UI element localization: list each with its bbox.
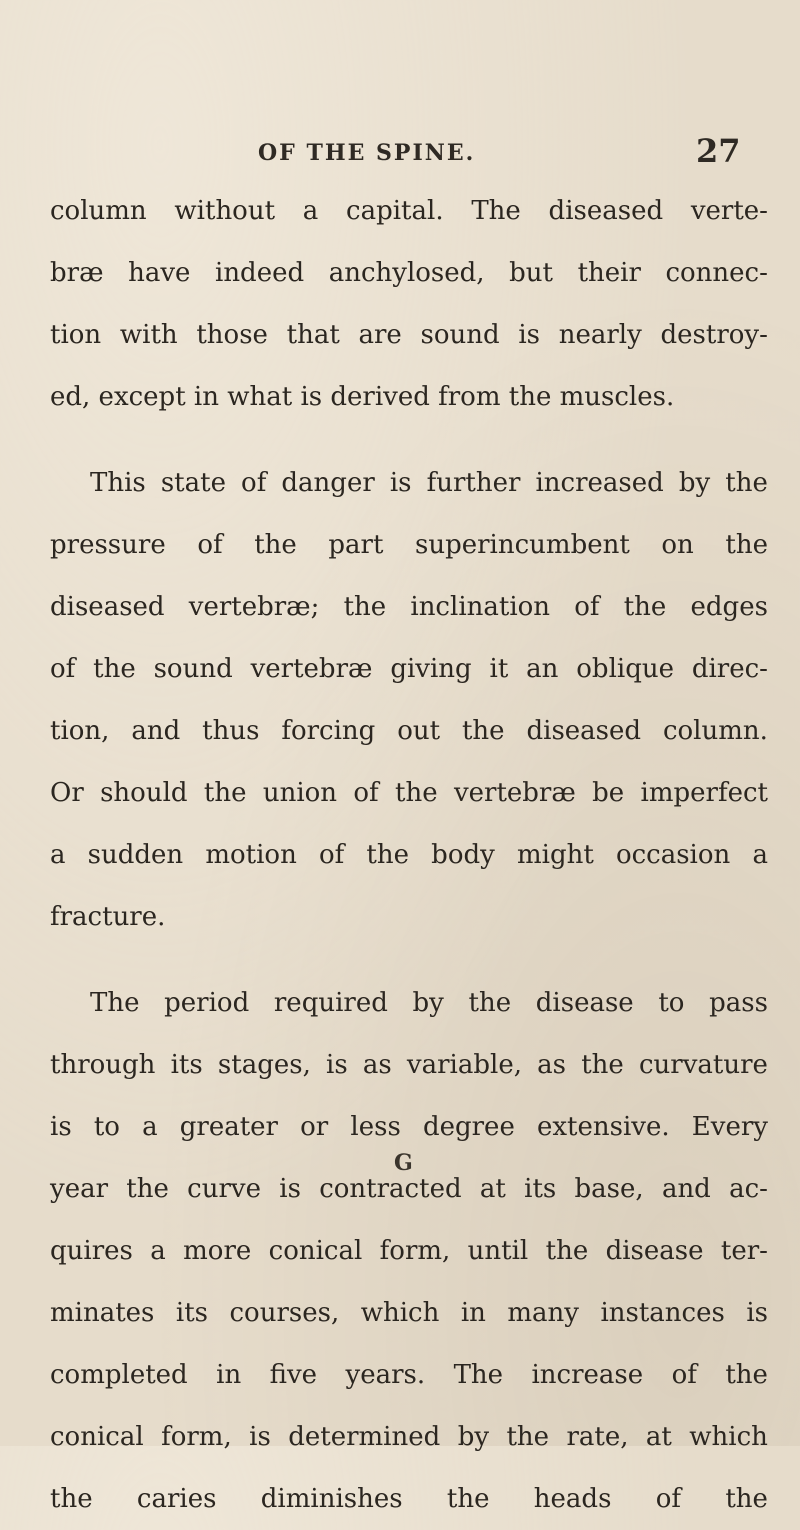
word: and <box>131 716 181 746</box>
word: of <box>353 778 379 808</box>
word: curve <box>187 1174 261 1204</box>
word: completed <box>50 1360 188 1390</box>
word: stages, <box>217 1050 311 1080</box>
word: on <box>661 530 694 560</box>
word: instances <box>600 1298 725 1328</box>
word: as <box>362 1050 392 1080</box>
word: occasion <box>615 840 731 870</box>
word: out <box>397 716 441 746</box>
text-line <box>50 824 768 886</box>
word: the <box>623 592 667 622</box>
word: tion <box>50 320 102 350</box>
word: with <box>119 320 178 350</box>
word: the <box>725 1360 768 1390</box>
word: vertebræ; <box>188 592 320 622</box>
word: heads <box>533 1484 612 1514</box>
word: sound <box>153 654 233 684</box>
text-line <box>50 242 768 304</box>
word: but <box>509 258 553 288</box>
running-title: OF THE SPINE. <box>258 140 476 166</box>
word: minates <box>50 1298 155 1328</box>
word: it <box>489 654 509 684</box>
word: danger <box>281 468 375 498</box>
word: extensive. <box>537 1112 670 1142</box>
word: increased <box>535 468 664 498</box>
word: is <box>326 1050 348 1080</box>
word: of <box>318 840 345 870</box>
word: be <box>592 778 625 808</box>
word: its <box>170 1050 203 1080</box>
word: conical <box>50 1422 144 1452</box>
word: of <box>50 654 76 684</box>
text-line <box>50 304 768 366</box>
word: verte- <box>690 196 768 226</box>
text-line: ed, except in what is derived from the muscles. <box>50 382 675 412</box>
word: should <box>100 778 188 808</box>
word: that <box>286 320 340 350</box>
word: vertebræ <box>453 778 576 808</box>
word: column. <box>662 716 768 746</box>
word: which <box>360 1298 440 1328</box>
word: ac- <box>729 1174 768 1204</box>
word: tion, <box>50 716 110 746</box>
word: in <box>216 1360 242 1390</box>
word: disease <box>535 988 634 1018</box>
word: the <box>446 1484 490 1514</box>
text-line <box>50 1406 768 1468</box>
word: of <box>197 530 223 560</box>
signature-mark: G <box>394 1150 413 1176</box>
word: union <box>262 778 338 808</box>
word: further <box>426 468 521 498</box>
word: sudden <box>87 840 184 870</box>
word: its <box>524 1174 557 1204</box>
word: more <box>183 1236 252 1266</box>
word: or <box>300 1112 329 1142</box>
word: is <box>518 320 541 350</box>
text-line <box>50 1096 768 1158</box>
word: without <box>174 196 276 226</box>
word: greater <box>179 1112 278 1142</box>
word: is <box>389 468 412 498</box>
word: inclination <box>410 592 551 622</box>
word: pass <box>709 988 768 1018</box>
word: disease <box>605 1236 704 1266</box>
word: thus <box>202 716 260 746</box>
word: bræ <box>50 258 104 288</box>
word: courses, <box>229 1298 340 1328</box>
word: the <box>343 592 387 622</box>
word: form, <box>161 1422 232 1452</box>
word: superincumbent <box>415 530 630 560</box>
word: forcing <box>281 716 376 746</box>
word: diminishes <box>260 1484 403 1514</box>
word: at <box>645 1422 672 1452</box>
word: its <box>175 1298 208 1328</box>
text-line <box>50 972 768 1034</box>
word: direc- <box>691 654 768 684</box>
text-line <box>50 762 768 824</box>
word: ter- <box>720 1236 768 1266</box>
text-line <box>50 1034 768 1096</box>
word: the <box>254 530 297 560</box>
word: of <box>574 592 600 622</box>
word: destroy- <box>660 320 768 350</box>
word: edges <box>690 592 768 622</box>
word: indeed <box>215 258 305 288</box>
word: the <box>545 1236 589 1266</box>
word: increase <box>531 1360 644 1390</box>
word: motion <box>205 840 297 870</box>
word: to <box>658 988 685 1018</box>
word: might <box>516 840 594 870</box>
word: degree <box>422 1112 515 1142</box>
paragraph-3 <box>50 972 768 1530</box>
word: Or <box>50 778 84 808</box>
word: a <box>142 1112 158 1142</box>
text-line: fracture. <box>50 902 166 932</box>
word: many <box>507 1298 579 1328</box>
word: less <box>350 1112 401 1142</box>
word: in <box>460 1298 486 1328</box>
word: This <box>90 468 146 498</box>
word: Every <box>691 1112 768 1142</box>
text-line <box>50 514 768 576</box>
word: anchylosed, <box>328 258 485 288</box>
text-line <box>50 452 768 514</box>
word: The <box>90 988 140 1018</box>
word: capital. <box>346 196 444 226</box>
text-line <box>50 1220 768 1282</box>
word: the <box>725 1484 768 1514</box>
word: the <box>581 1050 624 1080</box>
word: sound <box>420 320 500 350</box>
text-line <box>50 576 768 638</box>
text-line <box>50 638 768 700</box>
text-line <box>50 1282 768 1344</box>
word: part <box>328 530 384 560</box>
word: base, <box>574 1174 644 1204</box>
word: nearly <box>558 320 642 350</box>
word: is <box>746 1298 768 1328</box>
word: contracted <box>319 1174 462 1204</box>
word: caries <box>136 1484 217 1514</box>
word: is <box>249 1422 271 1452</box>
word: their <box>577 258 641 288</box>
word: the <box>725 530 768 560</box>
word: connec- <box>665 258 768 288</box>
word: the <box>93 654 136 684</box>
word: giving <box>390 654 472 684</box>
text-line <box>50 1344 768 1406</box>
text-line <box>50 700 768 762</box>
word: to <box>93 1112 120 1142</box>
word: through <box>50 1050 156 1080</box>
word: The <box>471 196 521 226</box>
word: The <box>453 1360 504 1390</box>
word: column <box>50 196 147 226</box>
word: until <box>467 1236 529 1266</box>
page-number: 27 <box>696 132 741 170</box>
word: a <box>50 840 66 870</box>
word: and <box>661 1174 711 1204</box>
word: period <box>164 988 250 1018</box>
word: of <box>241 468 267 498</box>
word: the <box>468 988 512 1018</box>
word: oblique <box>576 654 674 684</box>
word: quires <box>50 1236 133 1266</box>
word: vertebræ <box>250 654 373 684</box>
word: the <box>50 1484 93 1514</box>
word: have <box>128 258 191 288</box>
word: form, <box>379 1236 451 1266</box>
word: the <box>126 1174 169 1204</box>
word: by <box>412 988 444 1018</box>
word: by <box>678 468 711 498</box>
word: years. <box>345 1360 426 1390</box>
word: rate, <box>566 1422 629 1452</box>
word: as <box>537 1050 566 1080</box>
word: the <box>461 716 505 746</box>
body-text <box>50 180 768 1530</box>
word: the <box>725 468 768 498</box>
paragraph-1 <box>50 180 768 428</box>
word: those <box>196 320 268 350</box>
word: of <box>655 1484 682 1514</box>
word: of <box>671 1360 697 1390</box>
word: at <box>479 1174 506 1204</box>
word: determined <box>288 1422 441 1452</box>
word: required <box>273 988 388 1018</box>
word: diseased <box>526 716 642 746</box>
text-line <box>50 180 768 242</box>
word: diseased <box>548 196 664 226</box>
word: diseased <box>50 592 165 622</box>
word: pressure <box>50 530 166 560</box>
word: a <box>302 196 319 226</box>
word: is <box>50 1112 72 1142</box>
text-line <box>50 1468 768 1530</box>
word: are <box>358 320 402 350</box>
word: an <box>526 654 559 684</box>
word: is <box>279 1174 301 1204</box>
word: body <box>431 840 495 870</box>
word: five <box>269 1360 318 1390</box>
word: the <box>366 840 410 870</box>
word: variable, <box>406 1050 522 1080</box>
word: which <box>689 1422 768 1452</box>
word: a <box>752 840 768 870</box>
word: the <box>203 778 247 808</box>
word: year <box>50 1174 109 1204</box>
word: a <box>150 1236 166 1266</box>
word: imperfect <box>640 778 768 808</box>
word: by <box>457 1422 490 1452</box>
word: the <box>395 778 438 808</box>
word: conical <box>268 1236 363 1266</box>
word: curvature <box>638 1050 768 1080</box>
paragraph-2 <box>50 452 768 948</box>
word: state <box>160 468 226 498</box>
word: the <box>506 1422 550 1452</box>
